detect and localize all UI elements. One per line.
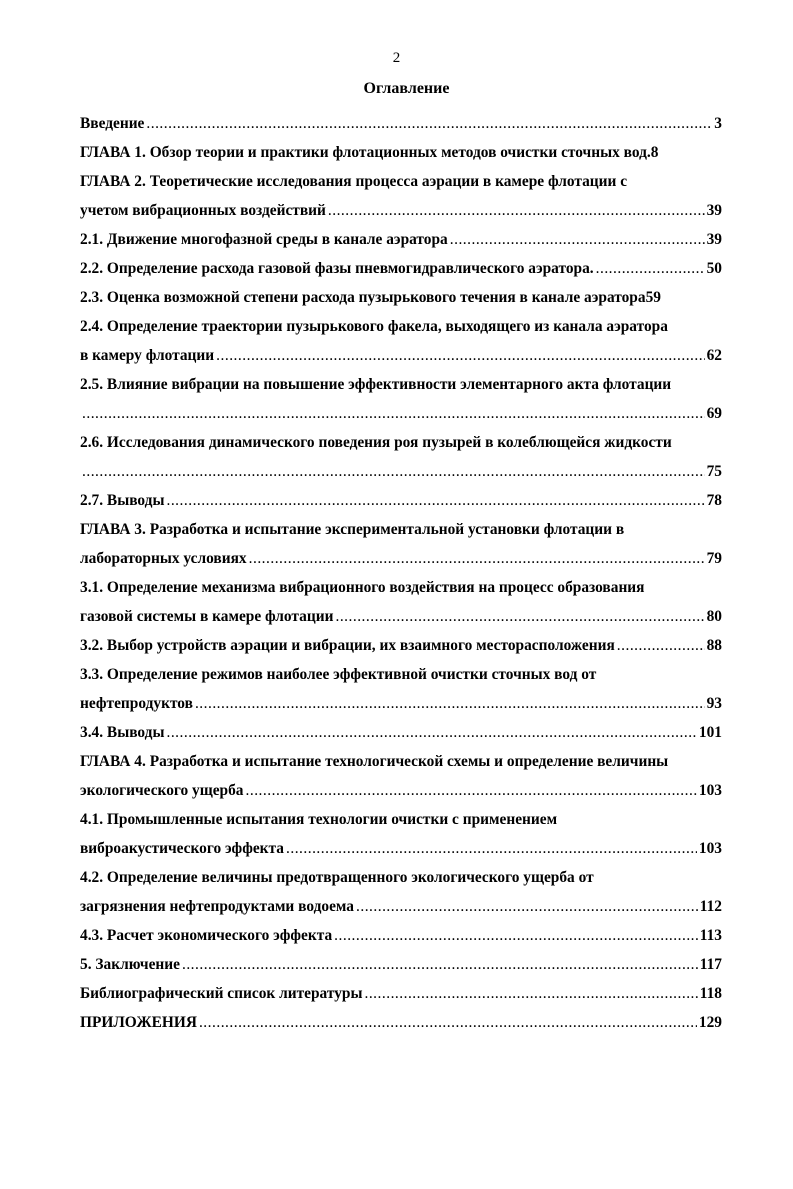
dot-leader [334,921,698,950]
toc-entry-text: 2.7. Выводы [80,492,165,509]
dot-leader [617,631,705,660]
dot-leader [356,892,698,921]
dot-leader [249,544,705,573]
table-of-contents [80,109,722,1037]
dot-leader [182,950,698,979]
toc-entry-text: 3.1. Определение механизма вибрационного воздействия на процесс образования [80,579,645,596]
toc-entry[interactable] [80,167,722,225]
toc-entry[interactable] [80,1008,722,1037]
dot-leader [286,834,697,863]
toc-page-number: 80 [706,608,722,625]
toc-entry[interactable] [80,312,722,370]
toc-entry-text: в камеру флотации [80,347,215,364]
toc-entry[interactable] [80,660,722,718]
toc-page-number: 103 [698,840,722,857]
toc-entry-text: экологического ущерба [80,782,244,799]
toc-entry-text: ГЛАВА 1. Обзор теории и практики флотационных методов очистки сточных вод. [80,144,651,161]
toc-entry[interactable] [80,979,722,1008]
dot-leader [199,1008,697,1037]
toc-entry[interactable] [80,138,722,167]
toc-entry-text: Библиографический список литературы [80,985,363,1002]
toc-entry[interactable] [80,747,722,805]
toc-title: Оглавление [363,80,450,97]
toc-entry-text: 3.3. Определение режимов наиболее эффективной очистки сточных вод от [80,666,597,683]
toc-page-number: 103 [698,782,722,799]
toc-page-number: 129 [698,1014,722,1031]
toc-entry[interactable] [80,718,722,747]
toc-entry-text: ГЛАВА 2. Теоретические исследования процесса аэрации в камере флотации с [80,173,628,190]
toc-page-number: 113 [699,927,722,944]
toc-entry[interactable] [80,805,722,863]
dot-leader [195,689,705,718]
toc-entry[interactable] [80,631,722,660]
toc-entry-text: ПРИЛОЖЕНИЯ [80,1014,197,1031]
dot-leader [216,341,704,370]
toc-page-number: 39 [706,231,722,248]
dot-leader [82,399,705,428]
toc-page-number: 88 [706,637,722,654]
toc-entry[interactable] [80,486,722,515]
toc-entry[interactable] [80,109,722,138]
dot-leader [328,196,705,225]
toc-page-number: 101 [698,724,722,741]
toc-page-number: 50 [706,260,722,277]
toc-entry-text: ГЛАВА 3. Разработка и испытание экспериментальной установки флотации в [80,521,625,538]
toc-page-number: 112 [699,898,722,915]
dot-leader [166,486,704,515]
toc-entry[interactable] [80,254,722,283]
dot-leader [82,457,705,486]
toc-entry-text: загрязнения нефтепродуктами водоема [80,898,354,915]
toc-entry-text: 4.3. Расчет экономического эффекта [80,927,333,944]
dot-leader [450,225,705,254]
toc-entry[interactable] [80,225,722,254]
toc-entry-text: Введение [80,115,145,132]
dot-leader [246,776,697,805]
toc-entry[interactable] [80,863,722,921]
toc-entry-text: лабораторных условиях [80,550,247,567]
toc-entry-text: 5. Заключение [80,956,180,973]
toc-entry-text: учетом вибрационных воздействий [80,202,326,219]
toc-entry[interactable] [80,428,722,486]
toc-entry[interactable] [80,950,722,979]
toc-page-number: 118 [699,985,722,1002]
dot-leader [166,718,696,747]
toc-entry[interactable] [80,515,722,573]
toc-page-number: 8 [650,144,659,161]
toc-entry-text: нефтепродуктов [80,695,193,712]
toc-page-number: 78 [706,492,722,509]
toc-entry-text: газовой системы в камере флотации [80,608,334,625]
toc-entry-text: 4.1. Промышленные испытания технологии очистки с применением [80,811,558,828]
toc-entry[interactable] [80,283,722,312]
dot-leader [596,254,705,283]
toc-page-number: 69 [706,405,722,422]
toc-entry-text: 2.1. Движение многофазной среды в канале аэратора [80,231,448,248]
toc-page-number: 117 [699,956,722,973]
dot-leader [335,602,704,631]
toc-page-number: 62 [706,347,722,364]
toc-entry-text: 2.5. Влияние вибрации на повышение эффективности элементарного акта флотации [80,376,672,393]
toc-page-number: 3 [714,115,722,132]
toc-entry-text: 2.4. Определение траектории пузырькового факела, выходящего из канала аэратора [80,318,668,335]
toc-entry-text: 2.6. Исследования динамического поведения роя пузырей в колеблющейся жидкости [80,434,672,451]
toc-entry-text: ГЛАВА 4. Разработка и испытание технологической схемы и определение величины [80,753,669,770]
toc-entry-text: виброакустического эффекта [80,840,284,857]
toc-page-number: 75 [706,463,722,480]
toc-entry-text: 2.2. Определение расхода газовой фазы пневмогидравлического аэратора. [80,260,594,277]
dot-leader [364,979,697,1008]
toc-entry-text: 3.4. Выводы [80,724,165,741]
toc-entry-text: 3.2. Выбор устройств аэрации и вибрации, их взаимного месторасположения [80,637,615,654]
toc-entry-text: 4.2. Определение величины предотвращенного экологического ущерба от [80,869,594,886]
toc-entry[interactable] [80,370,722,428]
toc-page-number: 39 [706,202,722,219]
toc-entry[interactable] [80,573,722,631]
toc-entry-text: 2.3. Оценка возможной степени расхода пузырькового течения в канале аэратора [80,289,646,306]
toc-page-number: 93 [706,695,722,712]
page-number: 2 [392,50,401,66]
dot-leader [146,109,712,138]
toc-page-number: 59 [645,289,661,306]
toc-page-number: 79 [706,550,722,567]
toc-entry[interactable] [80,921,722,950]
